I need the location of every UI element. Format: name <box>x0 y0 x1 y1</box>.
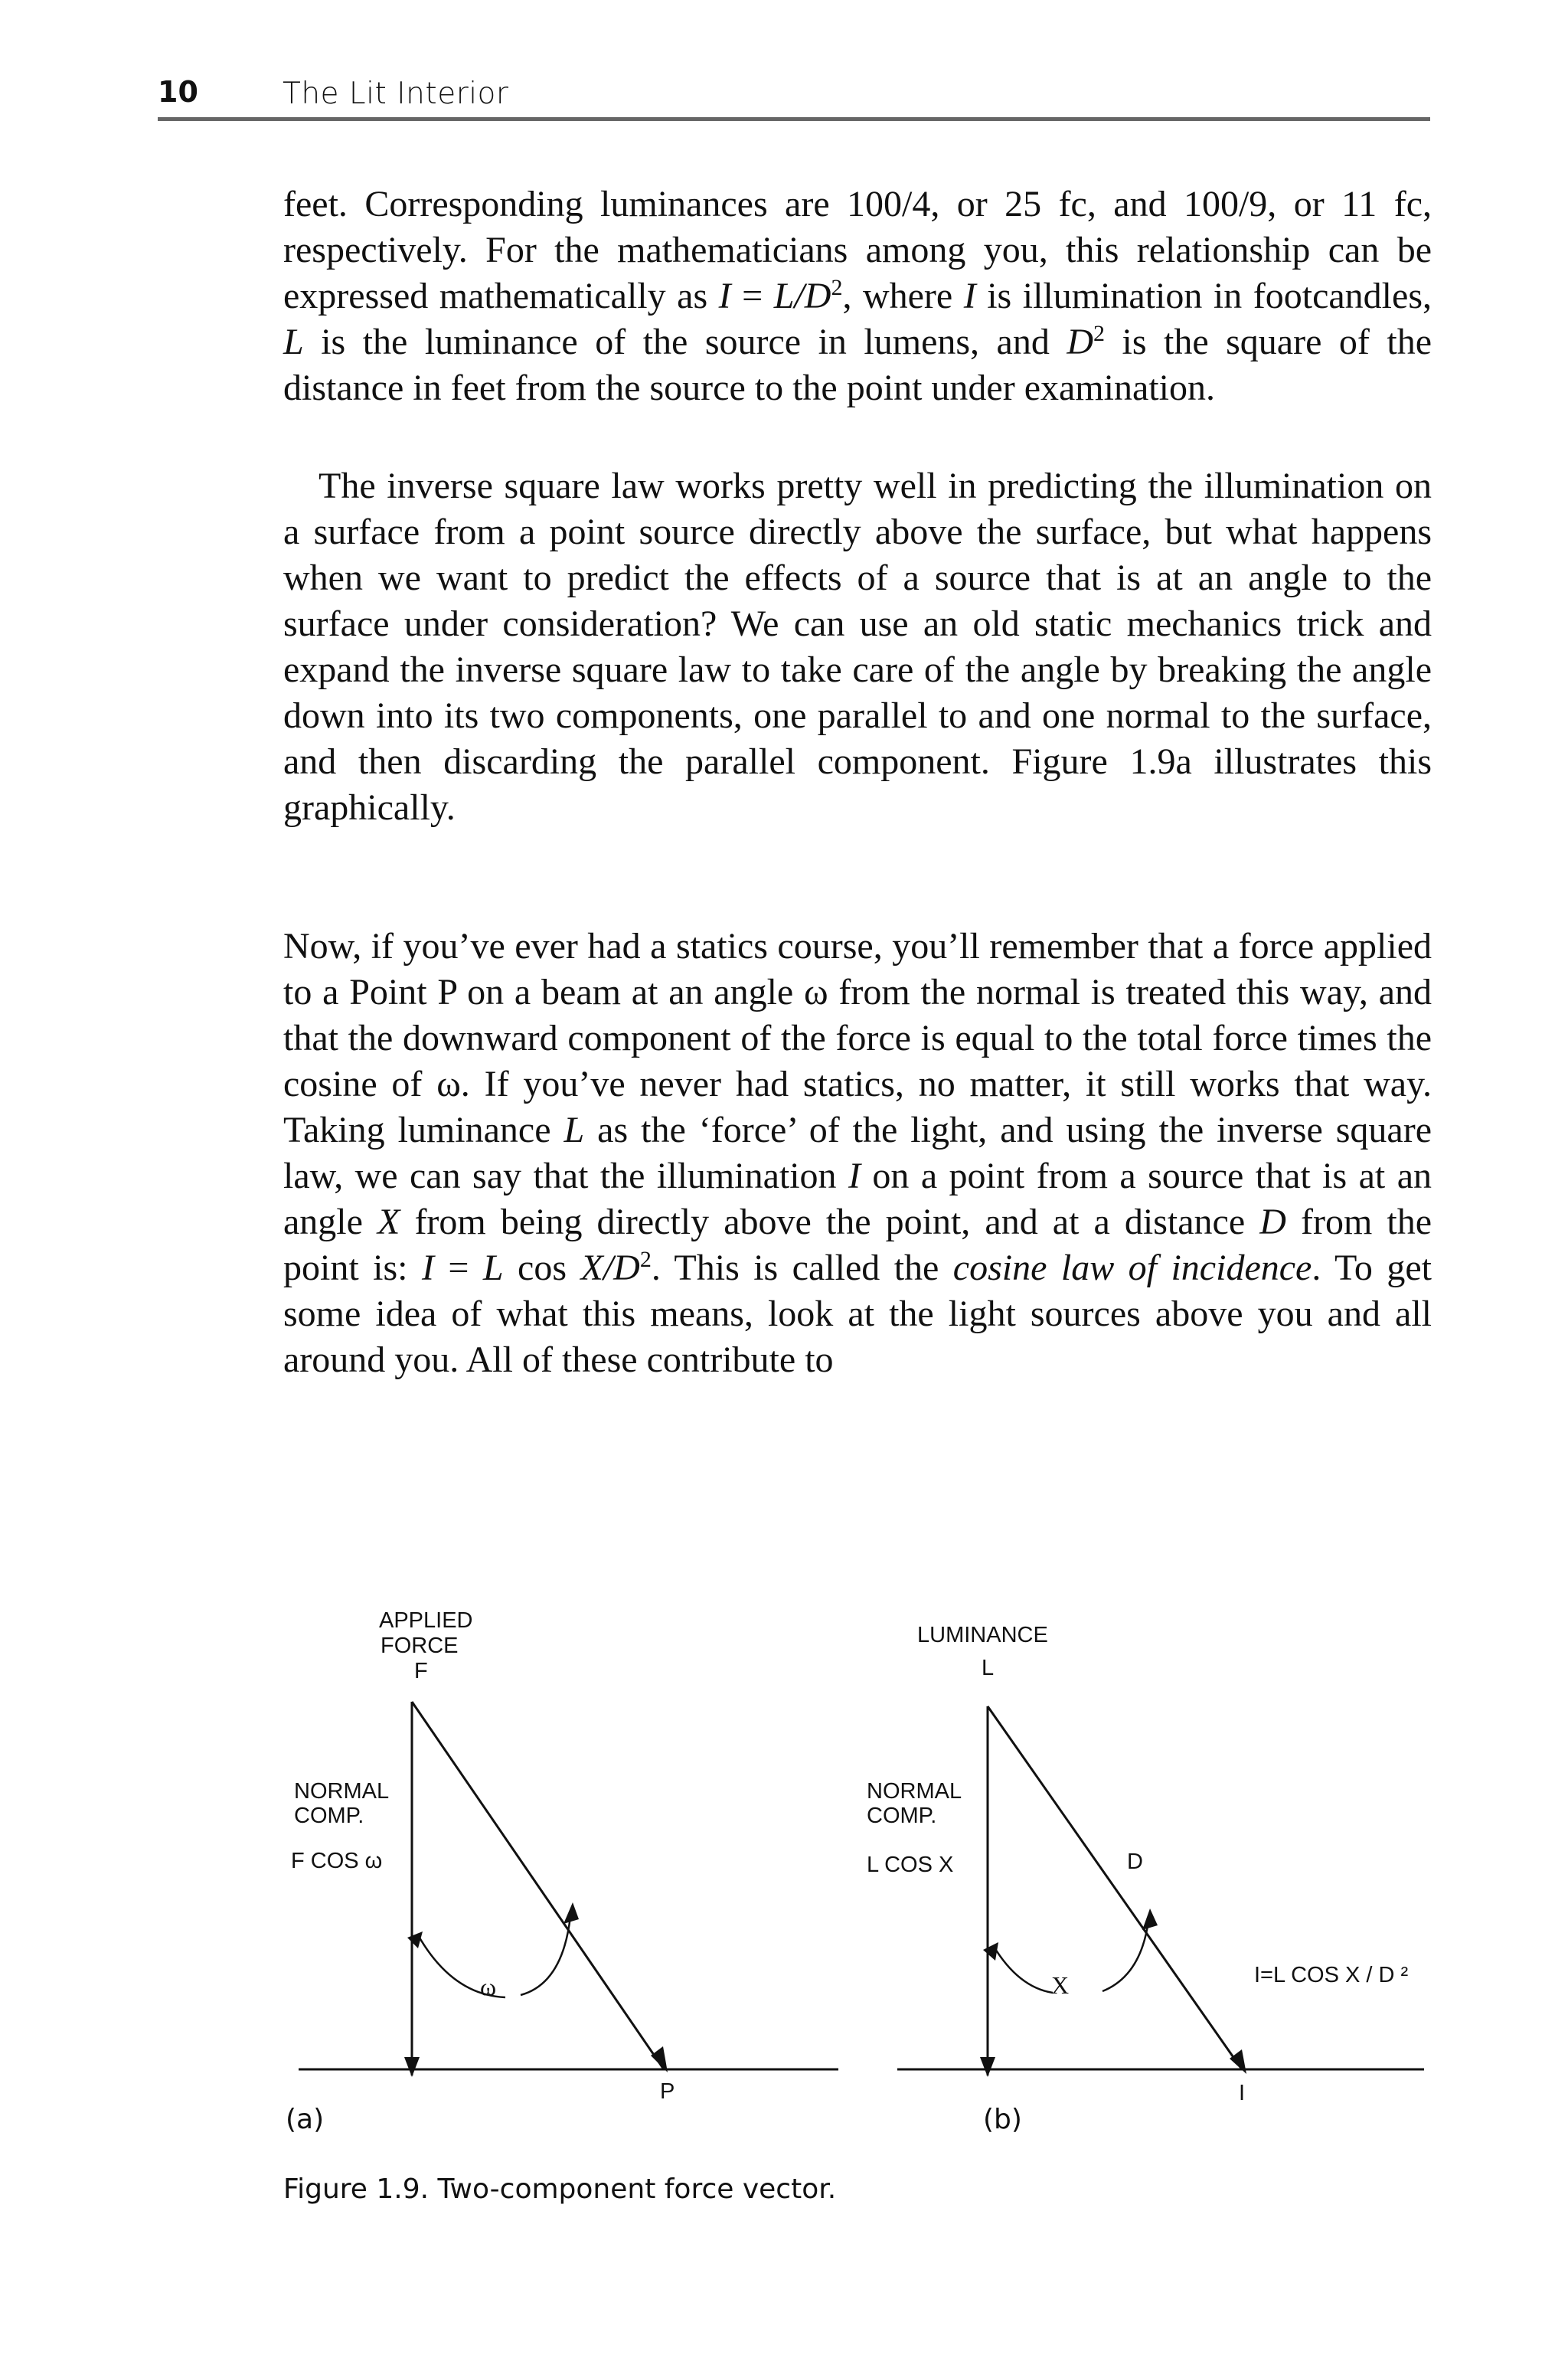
panel-a-label: (a) <box>286 2104 325 2135</box>
text-run: from being directly above the point, and at a distance <box>400 1202 1260 1242</box>
angle-arrowhead-b-right <box>1142 1909 1158 1930</box>
text-run: is the luminance of the source in lumens, and <box>303 322 1067 362</box>
panel-a-diagram <box>291 1608 838 2104</box>
normal-label-b: NORMAL <box>867 1779 962 1804</box>
omega-label: ω <box>480 1973 497 2000</box>
force-label: FORCE <box>381 1634 459 1658</box>
text-run: cos <box>503 1248 581 1288</box>
f-label: F <box>414 1659 428 1683</box>
angle-arc-b-right <box>1102 1921 1148 1991</box>
normal-label-a: NORMAL <box>294 1779 390 1804</box>
text-run: from the point is: <box>283 1202 1432 1288</box>
angle-arrowhead-b-left <box>983 1942 998 1961</box>
text-run: The inverse square law works pretty well in predicting the illumination on a surface from a point source directly above the surface, but what happens when we want to predict the effects of a source that is at an angle to the surface under consideration? We can use an old static mechanics trick and expand the inverse square law to take care of the angle by breaking the angle down into its two components, one parallel to and one normal to the surface, and then discarding the parallel component. Figure 1.9a illustrates this graphically. <box>283 466 1432 828</box>
figure-caption: Figure 1.9. Two-component force vector. <box>283 2173 837 2205</box>
formula-label: I=L COS X / D ² <box>1254 1963 1409 1987</box>
text-run: is illumination in footcandles, <box>975 276 1432 316</box>
text-run: L <box>564 1110 585 1150</box>
panel-b-label: (b) <box>983 2104 1022 2135</box>
angle-arc-a-right <box>521 1916 570 1995</box>
text-run: D <box>1259 1202 1286 1242</box>
text-run: = <box>730 276 774 316</box>
luminance-line-b <box>988 1706 1242 2069</box>
text-run: L/D <box>773 276 831 316</box>
applied-force-line-a <box>412 1702 664 2069</box>
angle-arrowhead-a-right <box>564 1902 579 1924</box>
text-run: I <box>421 1248 434 1288</box>
text-run: X <box>377 1202 400 1242</box>
l-label: L <box>982 1656 995 1680</box>
lcos-label: L COS X <box>867 1853 954 1877</box>
text-run: as the ‘force’ of the light, and using the inverse square law, we can say that the illumination <box>283 1110 1432 1196</box>
normal-arrowhead-b <box>980 2057 995 2077</box>
panel-b-diagram <box>867 1623 1424 2105</box>
text-run: Now, if you’ve ever had a statics course, you’ll remember that a force applied to a Point P on a beam at an angle ω from the normal is treated this way, and that the downward component of the force is equal to the total force times the cosine of ω. If you’ve never had statics, no matter, it still works that way. Taking luminance <box>283 926 1432 1150</box>
fcos-label: F COS ω <box>291 1849 383 1873</box>
text-run: cosine law of incidence <box>952 1248 1312 1288</box>
text-run: on a point from a source that is at an angle <box>283 1156 1432 1242</box>
page-number: 10 <box>158 75 198 109</box>
text-run: L <box>482 1248 504 1288</box>
text-run: I <box>963 276 976 316</box>
text-run: I <box>848 1156 861 1196</box>
angle-arc-b <box>993 1945 1053 1993</box>
text-run: 2 <box>639 1247 652 1272</box>
text-run: L <box>283 322 304 362</box>
comp-label-a: COMP. <box>294 1804 364 1828</box>
i-label: I <box>1239 2081 1246 2105</box>
text-run: 2 <box>1093 321 1106 346</box>
comp-label-b: COMP. <box>867 1804 937 1828</box>
text-run: is the square of the distance in feet from the source to the point under examination. <box>283 322 1432 408</box>
text-run: . To get some idea of what this means, look at the light sources above you and all around you. All of these contribute to <box>283 1248 1432 1380</box>
text-run: I <box>718 276 731 316</box>
running-title: The Lit Interior <box>283 77 509 111</box>
text-run: X/D <box>580 1248 640 1288</box>
normal-arrowhead-a <box>404 2057 420 2077</box>
text-run: = <box>433 1248 483 1288</box>
text-run: 2 <box>831 275 843 300</box>
applied-label: APPLIED <box>379 1608 473 1633</box>
text-run: D <box>1067 322 1094 362</box>
luminance-label: LUMINANCE <box>917 1623 1048 1647</box>
p-label: P <box>660 2079 675 2104</box>
text-run: feet. Corresponding luminances are 100/4, or 25 fc, and 100/9, or 11 fc, respectively. For the mathematicians among you, this relationship can be expressed mathematically as <box>283 184 1432 316</box>
d-label: D <box>1127 1850 1143 1874</box>
x-label: X <box>1051 1971 1070 1999</box>
angle-arrowhead-a-left <box>407 1931 423 1948</box>
text-run: . This is called the <box>651 1248 953 1288</box>
text-run: , where <box>842 276 964 316</box>
